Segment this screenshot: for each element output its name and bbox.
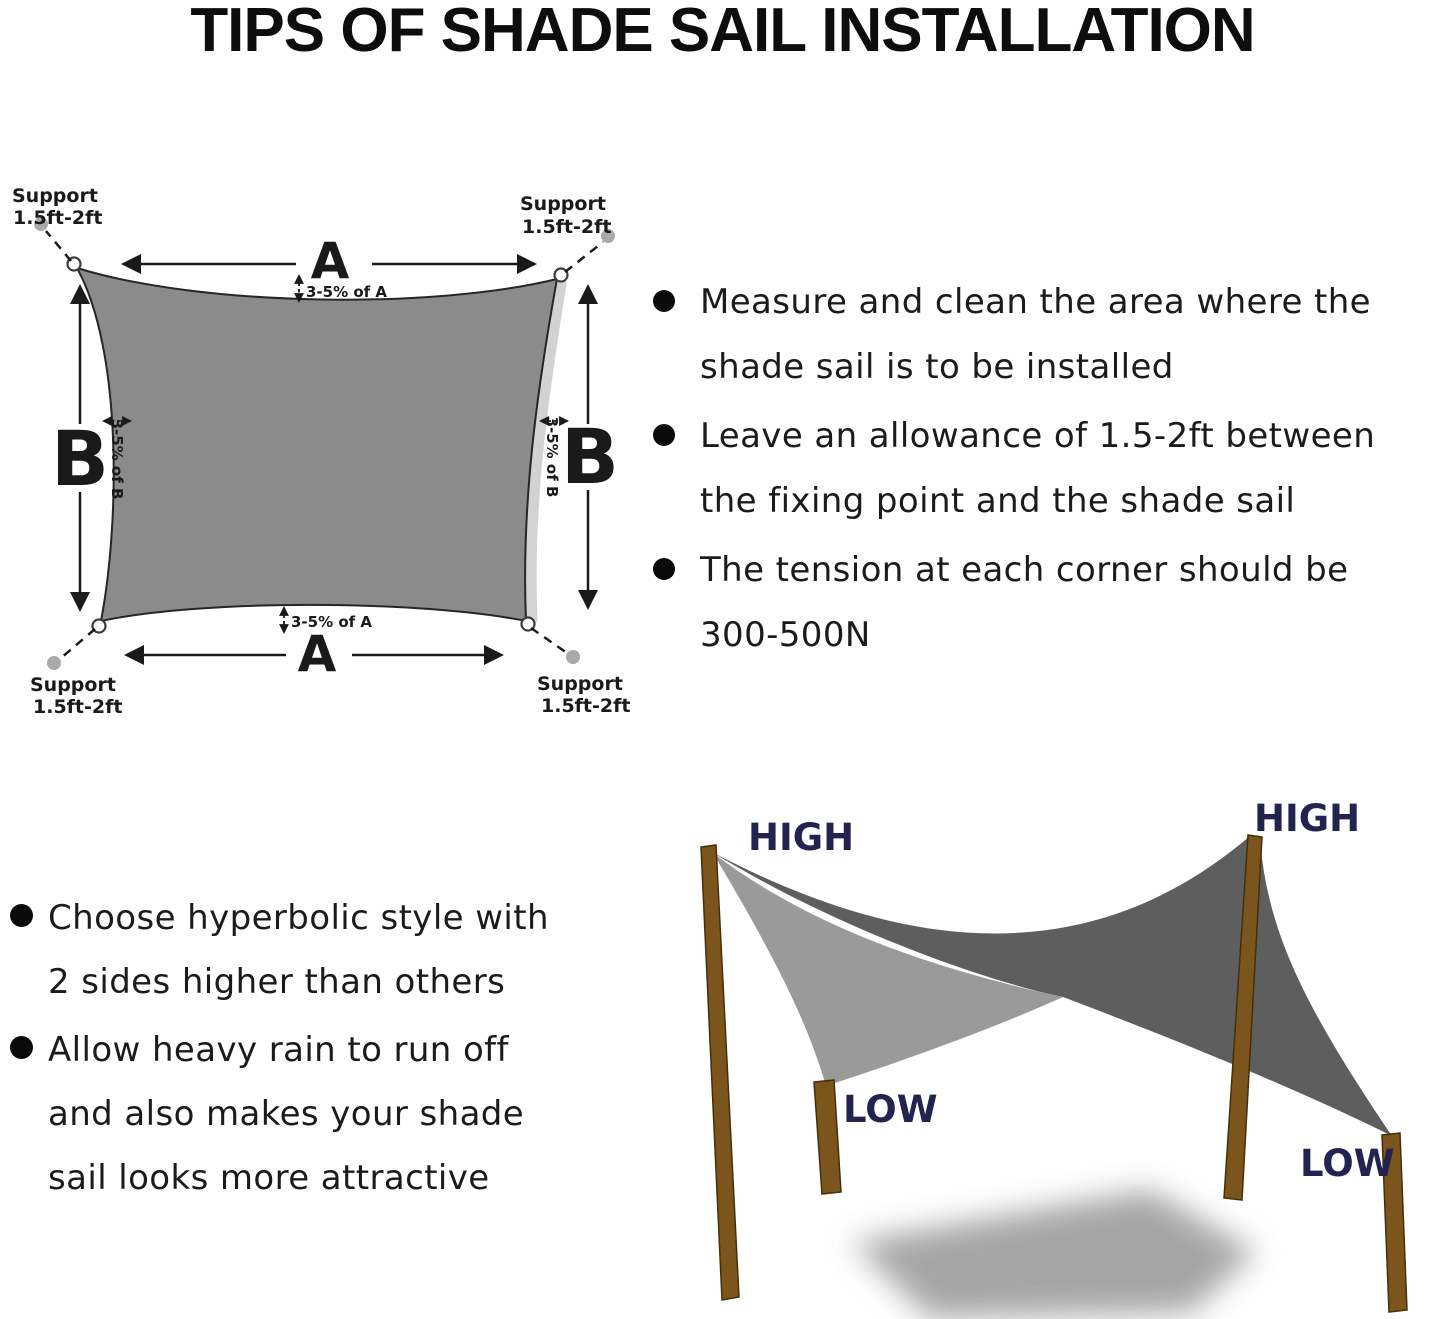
bullet-icon <box>10 904 33 927</box>
hyperbolic-sail-illustration <box>701 797 1407 1318</box>
support-dot-bottom-right <box>566 650 580 664</box>
dim-letter: B <box>561 412 619 501</box>
offset-label: 3-5% of B <box>543 416 561 498</box>
dim-letter: A <box>310 232 350 290</box>
support-label-top-left <box>12 185 102 229</box>
bullet-icon <box>10 1036 33 1059</box>
support-dot-bottom-left <box>47 656 61 670</box>
bullet-icon <box>653 424 675 446</box>
post-high-left <box>701 845 739 1300</box>
page-title: TIPS OF SHADE SAIL INSTALLATION <box>190 0 1255 65</box>
support-line-bottom-right <box>531 628 567 653</box>
tip-line: Allow heavy rain to run off <box>48 1030 509 1070</box>
tip-line: Measure and clean the area where the <box>700 282 1371 322</box>
list-item <box>640 404 1440 534</box>
support-label-line1: Support <box>30 674 116 696</box>
tip-line: Choose hyperbolic style with <box>48 898 549 938</box>
support-label-line1: Support <box>537 673 623 695</box>
ground-shadow <box>852 1190 1256 1318</box>
support-label-bottom-right <box>537 673 630 717</box>
list-item <box>640 538 1440 668</box>
tip-line: sail looks more attractive <box>48 1158 490 1198</box>
support-label-line2: 1.5ft-2ft <box>33 696 123 718</box>
offset-label: 3-5% of A <box>291 613 373 631</box>
sail-shape <box>77 268 557 621</box>
support-label-bottom-left <box>30 674 122 718</box>
support-label-line1: Support <box>12 185 98 207</box>
tip-line: 300-500N <box>700 615 871 655</box>
support-label-line1: Support <box>520 193 606 215</box>
label-low-right: LOW <box>1300 1142 1395 1185</box>
support-label-top-right <box>520 193 611 238</box>
tips-list-right <box>640 270 1440 672</box>
tip-line: 2 sides higher than others <box>48 962 506 1002</box>
tips-list-left <box>8 886 633 1214</box>
dimension-a-bottom <box>127 608 501 683</box>
dim-letter: A <box>297 625 337 683</box>
tip-line: Leave an allowance of 1.5-2ft between <box>700 416 1376 456</box>
tip-line: and also makes your shade <box>48 1094 525 1134</box>
post-low-left <box>814 1080 841 1194</box>
tip-line: shade sail is to be installed <box>700 347 1174 387</box>
dim-letter: B <box>51 414 109 503</box>
offset-label: 3-5% of B <box>108 418 126 500</box>
offset-label: 3-5% of A <box>306 283 388 301</box>
list-item <box>640 270 1440 400</box>
support-line-top-left <box>46 231 71 261</box>
support-label-line2: 1.5ft-2ft <box>522 216 612 238</box>
list-item <box>8 886 633 1014</box>
shade-sail-measurement-diagram <box>12 185 630 718</box>
support-line-bottom-left <box>61 629 95 658</box>
label-high-right: HIGH <box>1254 797 1361 840</box>
tip-line: the fixing point and the shade sail <box>700 481 1296 521</box>
support-label-line2: 1.5ft-2ft <box>13 207 103 229</box>
support-line-top-right <box>565 242 603 272</box>
list-item <box>8 1018 633 1210</box>
bullet-icon <box>653 558 675 580</box>
support-label-line2: 1.5ft-2ft <box>541 695 631 717</box>
label-high-left: HIGH <box>748 816 855 859</box>
tip-line: The tension at each corner should be <box>700 550 1349 590</box>
label-low-left: LOW <box>843 1088 938 1131</box>
bullet-icon <box>653 290 675 312</box>
